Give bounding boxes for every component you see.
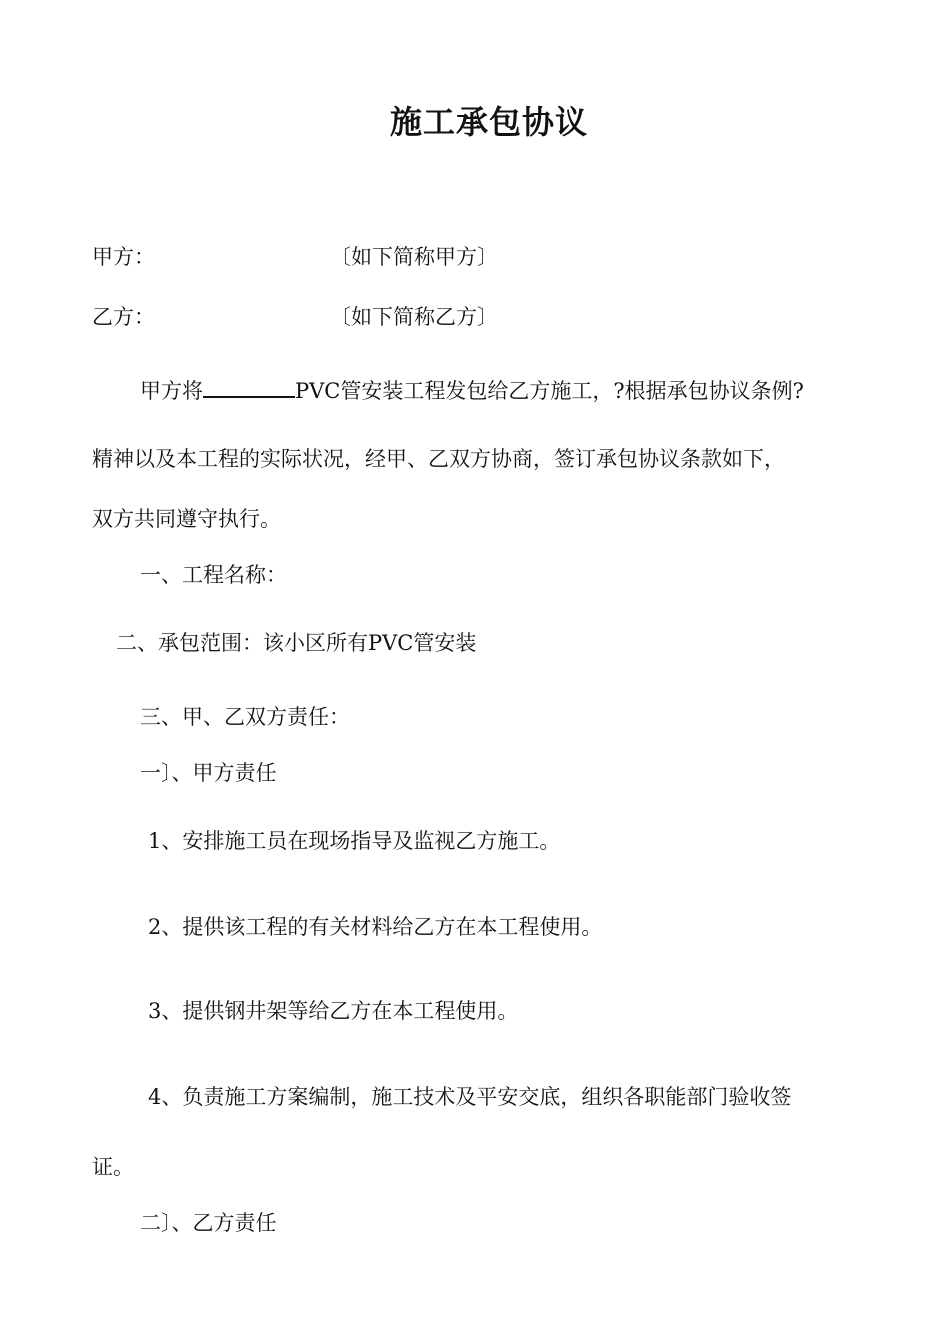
intro-line-1 (140, 374, 804, 406)
party-b-label: 乙方： (92, 305, 155, 329)
section-3-heading: 三、甲、乙双方责任： (140, 705, 350, 729)
intro-line-2: 精神以及本工程的实际状况，经甲、乙双方协商，签订承包协议条款如下， (92, 447, 785, 471)
party-a-item-4-line-1: 4、负责施工方案编制，施工技术及平安交底，组织各职能部门验收签 (148, 1085, 792, 1109)
party-a-note: 〔如下简称甲方〕 (330, 245, 498, 269)
intro-line-1-end: PVC管安装工程发包给乙方施工，?根据承包协议条例? (295, 379, 804, 403)
subsection-party-b-heading: 二〕、乙方责任 (140, 1211, 277, 1235)
party-a-item-3: 3、提供钢井架等给乙方在本工程使用。 (148, 999, 519, 1023)
intro-line-1-start: 甲方将 (140, 379, 203, 403)
party-a-item-4-line-2: 证。 (92, 1155, 134, 1179)
project-name-blank (203, 374, 295, 398)
section-1-heading: 一、工程名称： (140, 563, 287, 587)
section-2-heading: 二、承包范围：该小区所有PVC管安装 (116, 631, 477, 655)
subsection-party-a-heading: 一〕、甲方责任 (140, 761, 277, 785)
party-a-item-2: 2、提供该工程的有关材料给乙方在本工程使用。 (148, 915, 603, 939)
party-a-label: 甲方： (92, 245, 155, 269)
intro-line-3: 双方共同遵守执行。 (92, 507, 281, 531)
party-b-note: 〔如下简称乙方〕 (330, 305, 498, 329)
party-a-item-1: 1、安排施工员在现场指导及监视乙方施工。 (148, 829, 561, 853)
document-title: 施工承包协议 (389, 103, 588, 141)
